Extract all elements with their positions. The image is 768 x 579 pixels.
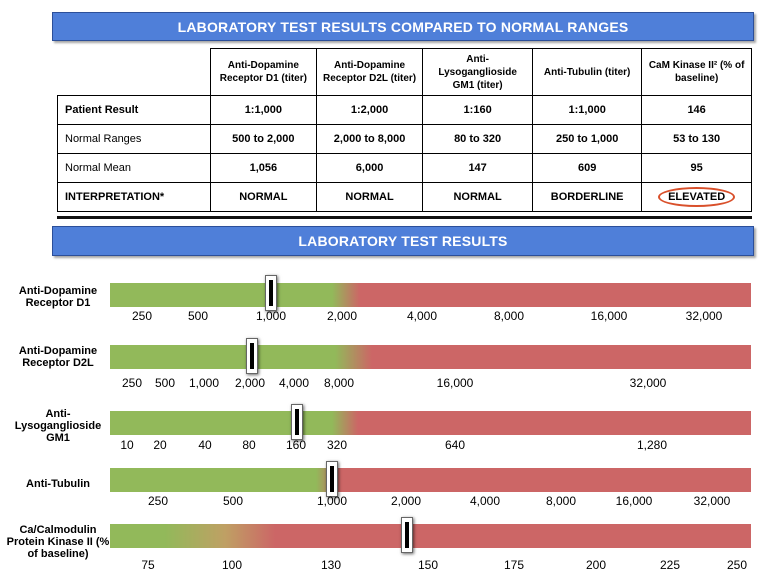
tick-label: 32,000	[685, 309, 723, 323]
scale-label-gm1: Anti-Lysoganglioside GM1	[14, 408, 102, 444]
table-row	[58, 96, 752, 125]
range-bar-camk	[110, 524, 751, 548]
tick-label: 250	[121, 376, 143, 390]
tick-label: 250	[147, 494, 169, 508]
tick-label: 150	[417, 558, 439, 572]
cell-gm1: 1:160	[423, 96, 533, 125]
cell-camk: 53 to 130	[642, 125, 752, 154]
tick-label: 130	[320, 558, 342, 572]
header-tubulin: Anti-Tubulin (titer)	[533, 49, 642, 96]
bottom-banner-title	[52, 226, 754, 256]
tick-label: 500	[187, 309, 209, 323]
cell-gm1: 147	[423, 154, 533, 183]
tick-label: 500	[154, 376, 176, 390]
tick-label: 225	[659, 558, 681, 572]
tick-label: 2,000	[390, 494, 422, 508]
table-corner	[58, 49, 211, 96]
cell-d2l: 1:2,000	[316, 96, 422, 125]
section-divider	[57, 216, 752, 219]
range-bar-d1	[110, 283, 751, 307]
tick-label: 1,280	[636, 438, 668, 452]
tick-label: 320	[326, 438, 348, 452]
row-label-interpretation: INTERPRETATION*	[58, 183, 211, 212]
bottom-banner-text: LABORATORY TEST RESULTS	[298, 233, 508, 249]
result-marker-tubulin	[326, 461, 338, 497]
cell-tubulin: 250 to 1,000	[533, 125, 642, 154]
range-bar-d2l	[110, 345, 751, 369]
tick-label: 1,000	[316, 494, 348, 508]
cell-d2l: NORMAL	[316, 183, 422, 212]
cell-tubulin: BORDERLINE	[533, 183, 642, 212]
cell-gm1: NORMAL	[423, 183, 533, 212]
tick-label: 75	[141, 558, 155, 572]
cell-d2l: 6,000	[316, 154, 422, 183]
tick-label: 2,000	[326, 309, 358, 323]
scale-label-d2l: Anti-Dopamine Receptor D2L	[18, 345, 98, 369]
range-bar-tubulin	[110, 468, 751, 492]
top-banner-text: LABORATORY TEST RESULTS COMPARED TO NORMAL RANGES	[177, 18, 629, 35]
tick-label: 10	[120, 438, 134, 452]
table-row	[58, 125, 752, 154]
row-label-patient-result: Patient Result	[58, 96, 211, 125]
tick-label: 250	[726, 558, 748, 572]
tick-label: 250	[131, 309, 153, 323]
result-marker-camk	[401, 517, 413, 553]
tick-label: 500	[222, 494, 244, 508]
table-row	[58, 183, 752, 212]
tick-label: 4,000	[406, 309, 438, 323]
cell-tubulin: 1:1,000	[533, 96, 642, 125]
table-header-row	[58, 49, 752, 96]
result-marker-d1	[265, 275, 277, 311]
tick-label: 80	[242, 438, 256, 452]
header-d2l: Anti-Dopamine Receptor D2L (titer)	[316, 49, 422, 96]
tick-label: 16,000	[590, 309, 628, 323]
scale-label-tubulin: Anti-Tubulin	[26, 478, 90, 490]
tick-label: 8,000	[545, 494, 577, 508]
range-bar-gm1	[110, 411, 751, 435]
tick-label: 32,000	[629, 376, 667, 390]
tick-label: 8,000	[493, 309, 525, 323]
result-marker-gm1	[291, 404, 303, 440]
cell-camk: 95	[642, 154, 752, 183]
tick-label: 100	[221, 558, 243, 572]
elevated-circled-value: ELEVATED	[658, 187, 735, 207]
row-label-normal-mean: Normal Mean	[58, 154, 211, 183]
cell-d1: NORMAL	[210, 183, 316, 212]
tick-label: 1,000	[255, 309, 287, 323]
cell-d1: 500 to 2,000	[210, 125, 316, 154]
tick-label: 175	[503, 558, 525, 572]
row-label-normal-ranges: Normal Ranges	[58, 125, 211, 154]
tick-label: 40	[198, 438, 212, 452]
header-gm1: Anti-Lysoganglioside GM1 (titer)	[423, 49, 533, 96]
tick-label: 4,000	[469, 494, 501, 508]
scale-label-d1: Anti-Dopamine Receptor D1	[18, 285, 98, 309]
cell-d2l: 2,000 to 8,000	[316, 125, 422, 154]
tick-label: 8,000	[323, 376, 355, 390]
header-camk: CaM Kinase II² (% of baseline)	[642, 49, 752, 96]
cell-d1: 1:1,000	[210, 96, 316, 125]
cell-tubulin: 609	[533, 154, 642, 183]
tick-label: 20	[153, 438, 167, 452]
tick-label: 160	[285, 438, 307, 452]
tick-label: 16,000	[436, 376, 474, 390]
tick-label: 16,000	[615, 494, 653, 508]
scale-label-camk: Ca/Calmodulin Protein Kinase II (% of baseline)	[6, 524, 110, 560]
cell-camk: 146	[642, 96, 752, 125]
table-row	[58, 154, 752, 183]
tick-label: 4,000	[278, 376, 310, 390]
header-d1: Anti-Dopamine Receptor D1 (titer)	[210, 49, 316, 96]
tick-label: 32,000	[693, 494, 731, 508]
tick-label: 1,000	[188, 376, 220, 390]
tick-label: 640	[444, 438, 466, 452]
cell-gm1: 80 to 320	[423, 125, 533, 154]
tick-label: 200	[585, 558, 607, 572]
tick-label: 2,000	[234, 376, 266, 390]
results-table	[57, 48, 752, 212]
cell-d1: 1,056	[210, 154, 316, 183]
top-banner-title	[52, 12, 754, 41]
cell-camk	[642, 183, 752, 212]
result-marker-d2l	[246, 338, 258, 374]
